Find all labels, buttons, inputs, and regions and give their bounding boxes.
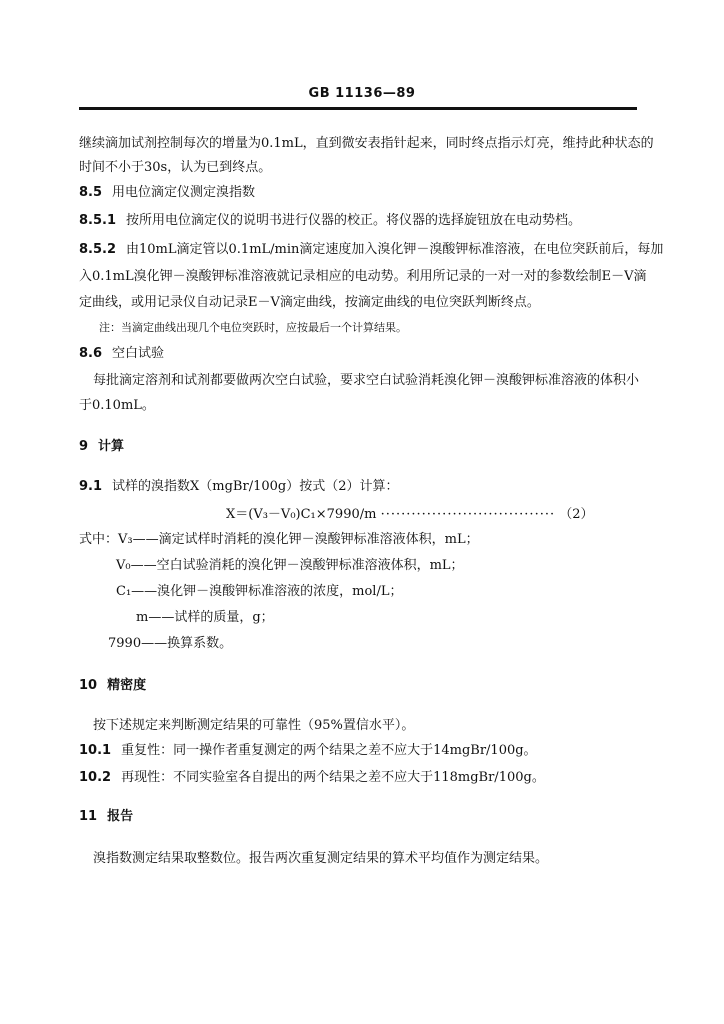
definition-m: m——试样的质量，g； bbox=[136, 610, 274, 625]
clause-8-5-2 bbox=[79, 241, 663, 258]
formula-expression: X＝(V₃－V₀)C₁×7990/m bbox=[226, 507, 377, 522]
where-definitions bbox=[79, 531, 479, 548]
section-number: 10 bbox=[79, 678, 98, 693]
clause-number: 10.1 bbox=[79, 743, 112, 758]
clause-10-2 bbox=[79, 769, 545, 786]
section-number: 9 bbox=[79, 439, 89, 454]
section-heading-9 bbox=[79, 438, 124, 455]
clause-text: 再现性：不同实验室各自提出的两个结果之差不应大于118mgBr/100g。 bbox=[121, 770, 545, 785]
section-title: 精密度 bbox=[107, 678, 147, 693]
paragraph-line: 按下述规定来判断测定结果的可靠性（95%置信水平）。 bbox=[93, 718, 415, 733]
section-heading-8-6 bbox=[79, 345, 164, 362]
definition-c1: C₁——溴化钾－溴酸钾标准溶液的浓度，mol/L； bbox=[116, 584, 403, 599]
clause-number: 8.5.2 bbox=[79, 242, 117, 257]
clause-8-5-1 bbox=[79, 212, 581, 229]
section-number: 8.5 bbox=[79, 185, 103, 200]
section-title: 报告 bbox=[107, 809, 134, 824]
section-heading-11 bbox=[79, 808, 133, 825]
definition-7990: 7990——换算系数。 bbox=[108, 636, 233, 651]
section-title: 空白试验 bbox=[112, 346, 165, 361]
definition-v3: V₃——滴定试样时消耗的溴化钾－溴酸钾标准溶液体积，mL； bbox=[118, 532, 479, 547]
section-heading-10 bbox=[79, 677, 146, 694]
header-rule bbox=[79, 107, 637, 110]
section-number: 8.6 bbox=[79, 346, 103, 361]
paragraph-line: 每批滴定溶剂和试剂都要做两次空白试验，要求空白试验消耗溴化钾－溴酸钾标准溶液的体积小 bbox=[93, 373, 640, 388]
section-number: 11 bbox=[79, 809, 98, 824]
formula-number: （2） bbox=[559, 507, 594, 522]
clause-number: 8.5.1 bbox=[79, 213, 117, 228]
paragraph-line: 继续滴加试剂控制每次的增量为0.1mL，直到微安表指针起来，同时终点指示灯亮，维持此种状态的 bbox=[79, 136, 654, 151]
clause-number: 9.1 bbox=[79, 479, 103, 494]
where-label: 式中： bbox=[79, 532, 119, 547]
paragraph-line: 入0.1mL溴化钾－溴酸钾标准溶液就记录相应的电动势。利用所记录的一对一对的参数绘制E－V滴 bbox=[79, 269, 647, 284]
section-heading-8-5 bbox=[79, 184, 255, 201]
paragraph-line: 时间不小于30s，认为已到终点。 bbox=[79, 160, 272, 175]
formula-2 bbox=[226, 506, 594, 523]
clause-9-1 bbox=[79, 478, 399, 495]
clause-10-1 bbox=[79, 742, 537, 759]
clause-text: 试样的溴指数X（mgBr/100g）按式（2）计算： bbox=[112, 479, 399, 494]
clause-text: 重复性：同一操作者重复测定的两个结果之差不应大于14mgBr/100g。 bbox=[121, 743, 537, 758]
paragraph-line: 定曲线，或用记录仪自动记录E－V滴定曲线，按滴定曲线的电位突跃判断终点。 bbox=[79, 295, 540, 310]
paragraph-line: 溴指数测定结果取整数位。报告两次重复测定结果的算术平均值作为测定结果。 bbox=[93, 851, 549, 866]
clause-text: 由10mL滴定管以0.1mL/min滴定速度加入溴化钾－溴酸钾标准溶液，在电位突跃前后，每加 bbox=[126, 242, 664, 257]
leader-dots: ·································· bbox=[380, 507, 556, 522]
section-title: 计算 bbox=[98, 439, 125, 454]
note: 注：当滴定曲线出现几个电位突跃时，应按最后一个计算结果。 bbox=[99, 321, 407, 334]
paragraph-line: 于0.10mL。 bbox=[79, 398, 155, 413]
definition-v0: V₀——空白试验消耗的溴化钾－溴酸钾标准溶液体积，mL； bbox=[116, 558, 464, 573]
clause-number: 10.2 bbox=[79, 770, 112, 785]
standard-code-header: GB 11136—89 bbox=[308, 86, 416, 101]
clause-text: 按所用电位滴定仪的说明书进行仪器的校正。将仪器的选择旋钮放在电动势档。 bbox=[126, 213, 582, 228]
section-title: 用电位滴定仪测定溴指数 bbox=[112, 185, 256, 200]
